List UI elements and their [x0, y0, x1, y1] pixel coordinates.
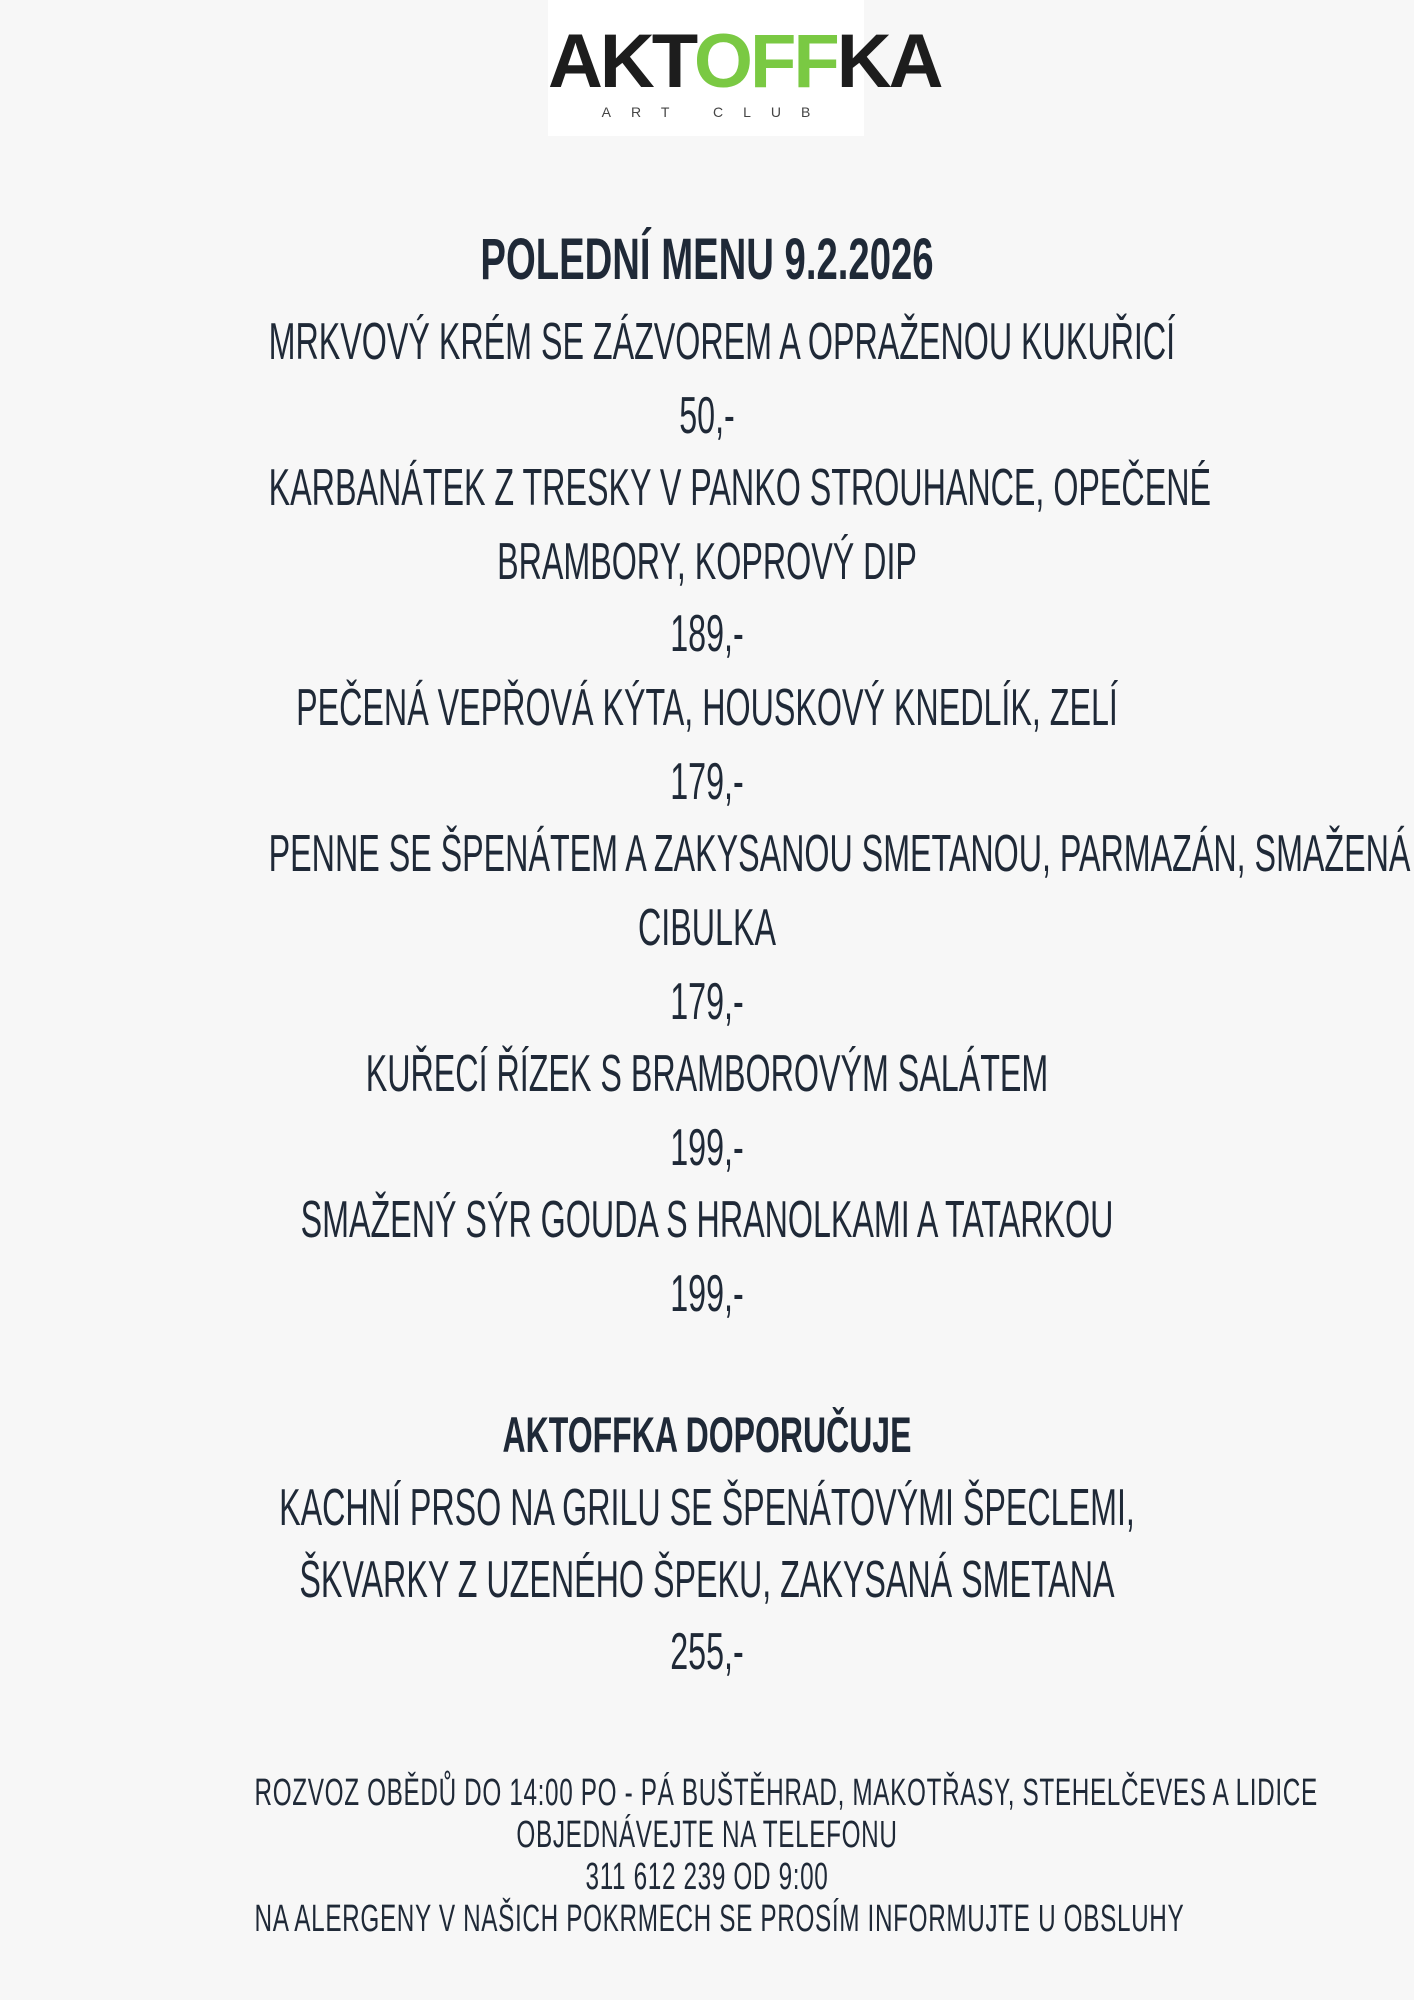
menu-item-6-price: 199,- — [670, 1265, 744, 1323]
footer-phone: 311 612 239 OD 9:00 — [585, 1856, 829, 1898]
logo-subtitle: ART CLUB — [601, 104, 831, 120]
menu-item-1-price: 50,- — [679, 387, 735, 445]
menu-item-4-line-1: PENNE SE ŠPENÁTEM A ZAKYSANOU SMETANOU, PARMAZÁN, SMAŽENÁ — [268, 825, 1411, 883]
menu-item-4-line-2: CIBULKA — [638, 899, 776, 957]
recommendation-line-2: ŠKVARKY Z UZENÉHO ŠPEKU, ZAKYSANÁ SMETANA — [299, 1551, 1115, 1609]
recommendation-price: 255,- — [670, 1623, 744, 1681]
menu-item-2-line-2: BRAMBORY, KOPROVÝ DIP — [497, 533, 917, 591]
menu-item-2-price: 189,- — [670, 605, 744, 663]
footer-allergens-info: NA ALERGENY V NAŠICH POKRMECH SE PROSÍM INFORMUJTE U OBSLUHY — [254, 1898, 1185, 1940]
menu-item-6-line-1: SMAŽENÝ SÝR GOUDA S HRANOLKAMI A TATARKOU — [300, 1191, 1114, 1249]
menu-item-5-line-1: KUŘECÍ ŘÍZEK S BRAMBOROVÝM SALÁTEM — [365, 1045, 1049, 1103]
footer-delivery-info: ROZVOZ OBĚDŮ DO 14:00 PO - PÁ BUŠTĚHRAD, MAKOTŘASY, STEHELČEVES A LIDICE — [254, 1772, 1318, 1814]
logo-word-part1: AKT — [548, 19, 694, 104]
footer-order-info: OBJEDNÁVEJTE NA TELEFONU — [516, 1814, 898, 1856]
menu-item-3-price: 179,- — [670, 753, 744, 811]
recommendation-title: AKTOFFKA DOPORUČUJE — [502, 1407, 912, 1463]
menu-item-1-line-1: MRKVOVÝ KRÉM SE ZÁZVOREM A OPRAŽENOU KUKUŘICÍ — [268, 313, 1176, 371]
menu-item-3-line-1: PEČENÁ VEPŘOVÁ KÝTA, HOUSKOVÝ KNEDLÍK, ZELÍ — [296, 679, 1118, 737]
menu-item-2-line-1: KARBANÁTEK Z TRESKY V PANKO STROUHANCE, OPEČENÉ — [268, 459, 1212, 517]
menu-item-4-price: 179,- — [670, 973, 744, 1031]
logo-wordmark — [548, 19, 941, 104]
logo-word-accent: OFF — [693, 19, 837, 104]
menu-item-5-price: 199,- — [670, 1119, 744, 1177]
aktoffka-logo — [548, 0, 941, 136]
menu-title: POLEDNÍ MENU 9.2.2026 — [480, 227, 934, 292]
logo-word-part3: KA — [836, 19, 941, 104]
recommendation-line-1: KACHNÍ PRSO NA GRILU SE ŠPENÁTOVÝMI ŠPECLEMI, — [279, 1479, 1135, 1537]
